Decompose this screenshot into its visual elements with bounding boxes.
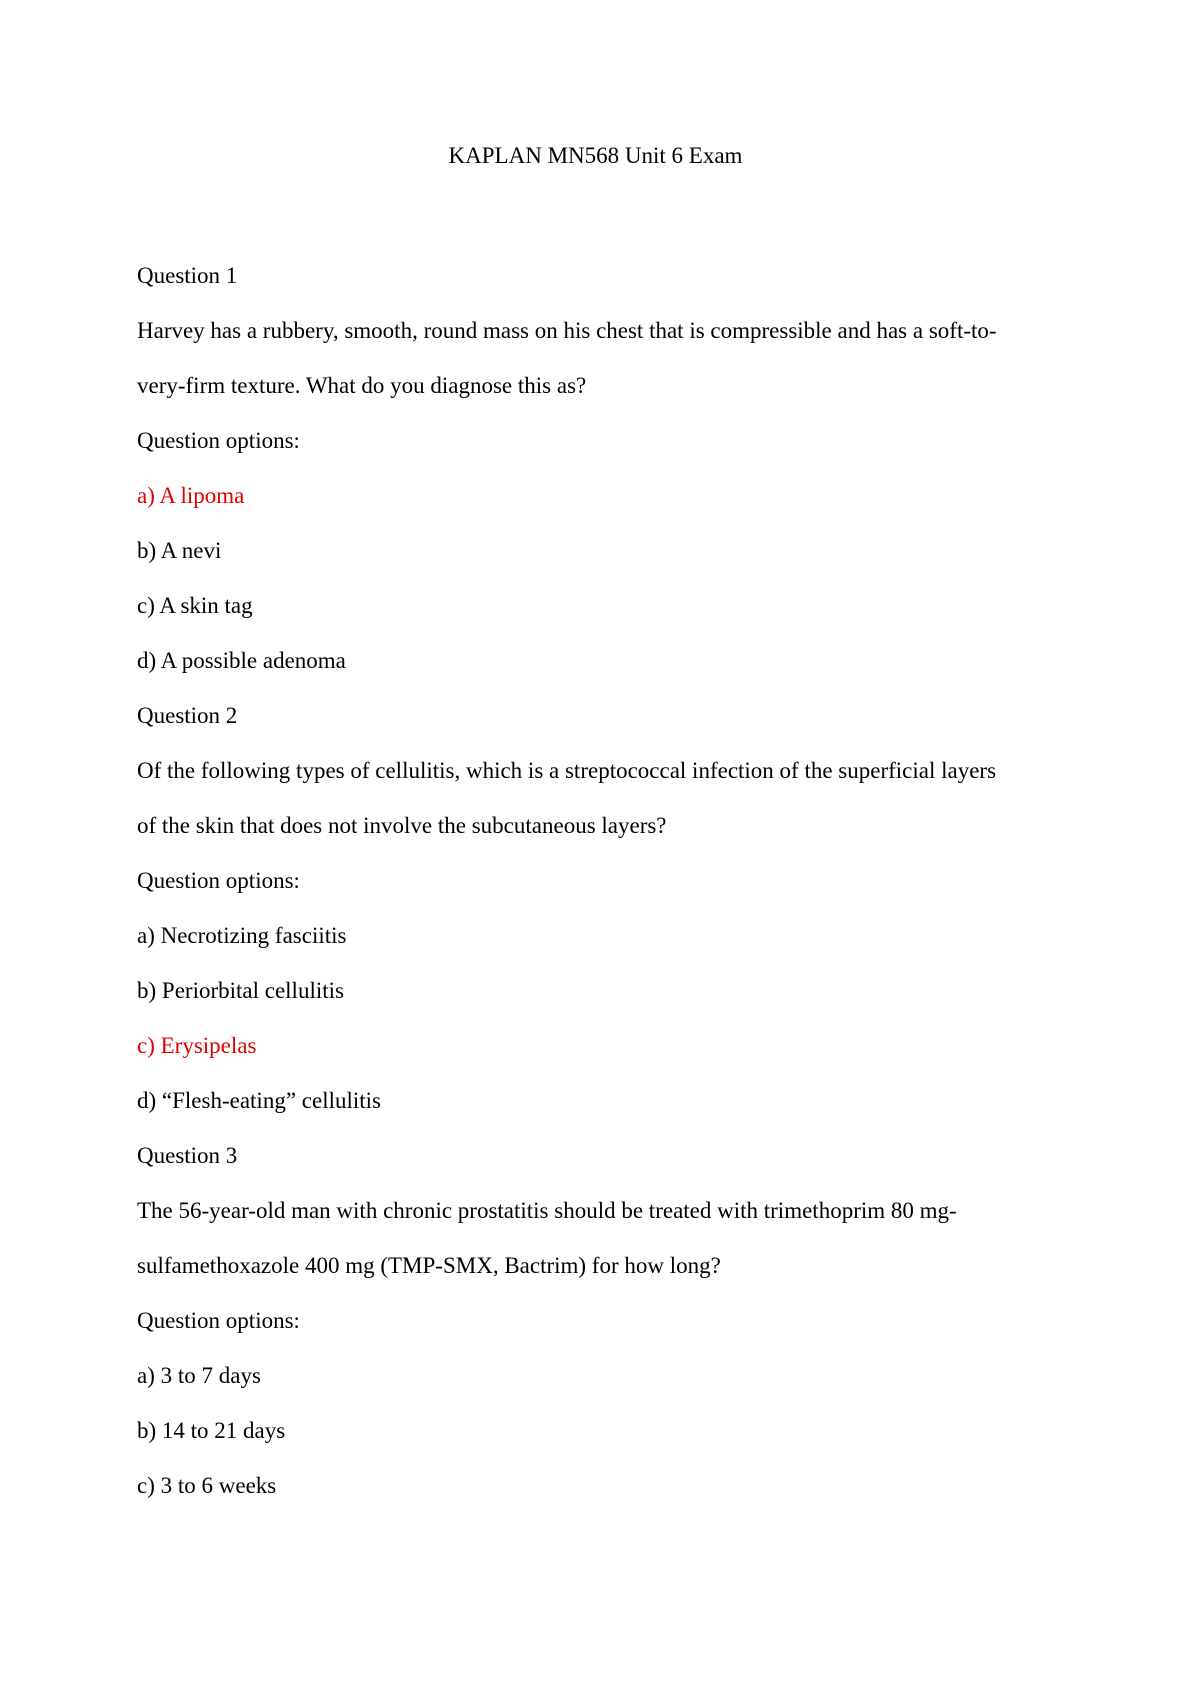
question-2-option-c: c) Erysipelas	[137, 1033, 257, 1058]
question-1-option-c: c) A skin tag	[137, 593, 253, 618]
question-2-prompt-line-2: of the skin that does not involve the subcutaneous layers?	[137, 813, 667, 838]
question-1-options-label: Question options:	[137, 428, 300, 453]
question-1-prompt-line-2: very-firm texture. What do you diagnose this as?	[137, 373, 587, 398]
question-3-prompt-line-2: sulfamethoxazole 400 mg (TMP-SMX, Bactrim) for how long?	[137, 1253, 721, 1278]
question-2-prompt-line-1: Of the following types of cellulitis, which is a streptococcal infection of the superficial layers	[137, 758, 997, 783]
question-3-options-label: Question options:	[137, 1308, 300, 1333]
question-1-option-a: a) A lipoma	[137, 483, 245, 508]
question-2-label: Question 2	[137, 703, 238, 728]
question-3-label: Question 3	[137, 1143, 238, 1168]
question-3-prompt-line-1: The 56-year-old man with chronic prostatitis should be treated with trimethoprim 80 mg-	[137, 1198, 957, 1223]
question-1-prompt-line-1: Harvey has a rubbery, smooth, round mass on his chest that is compressible and has a soft-to-	[137, 318, 997, 343]
question-3-option-a: a) 3 to 7 days	[137, 1363, 261, 1388]
question-2-option-a: a) Necrotizing fasciitis	[137, 923, 347, 948]
question-2-option-d: d) “Flesh-eating” cellulitis	[137, 1088, 381, 1113]
question-1-option-d: d) A possible adenoma	[137, 648, 346, 673]
question-1-option-b: b) A nevi	[137, 538, 222, 563]
question-2-option-b: b) Periorbital cellulitis	[137, 978, 344, 1003]
question-3-option-b: b) 14 to 21 days	[137, 1418, 286, 1443]
question-3-option-c: c) 3 to 6 weeks	[137, 1473, 277, 1498]
document-body	[0, 248, 1191, 1513]
document-title: KAPLAN MN568 Unit 6 Exam	[448, 143, 743, 168]
question-1-label: Question 1	[137, 263, 238, 288]
question-2-options-label: Question options:	[137, 868, 300, 893]
